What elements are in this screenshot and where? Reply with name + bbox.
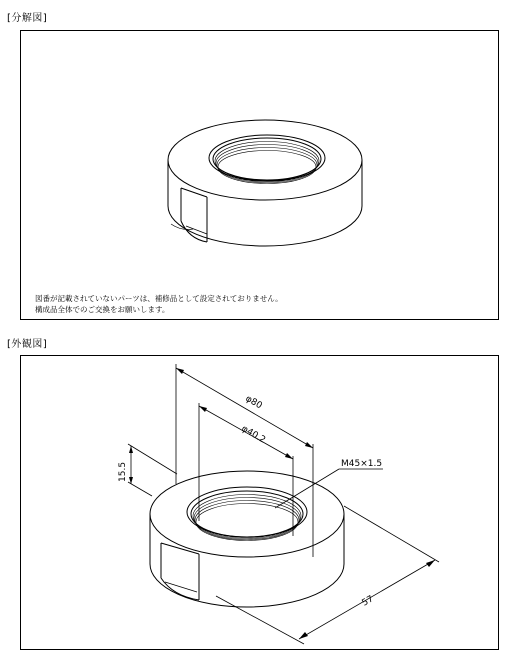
- parts-note-line1: 図番が記載されていないパーツは、補修品として設定されておりません。: [35, 294, 283, 303]
- exterior-view-title: [外観図]: [7, 339, 48, 350]
- dim-inner-diameter: φ40.2: [239, 423, 268, 446]
- parts-note: [35, 293, 283, 315]
- exploded-view-title: [分解図]: [7, 13, 48, 24]
- dim-length: 57: [360, 594, 376, 609]
- exterior-view-panel: [20, 355, 499, 650]
- nut-drawing-exploded: [21, 31, 500, 321]
- parts-note-line2: 構成品全体でのご交換をお願いします。: [35, 305, 170, 314]
- exploded-view-panel: [20, 30, 499, 320]
- dim-thread: M45×1.5: [341, 459, 383, 469]
- dim-outer-diameter: φ80: [243, 393, 264, 412]
- dim-height: 15.5: [118, 461, 128, 482]
- nut-drawing-dimensions: [21, 356, 500, 651]
